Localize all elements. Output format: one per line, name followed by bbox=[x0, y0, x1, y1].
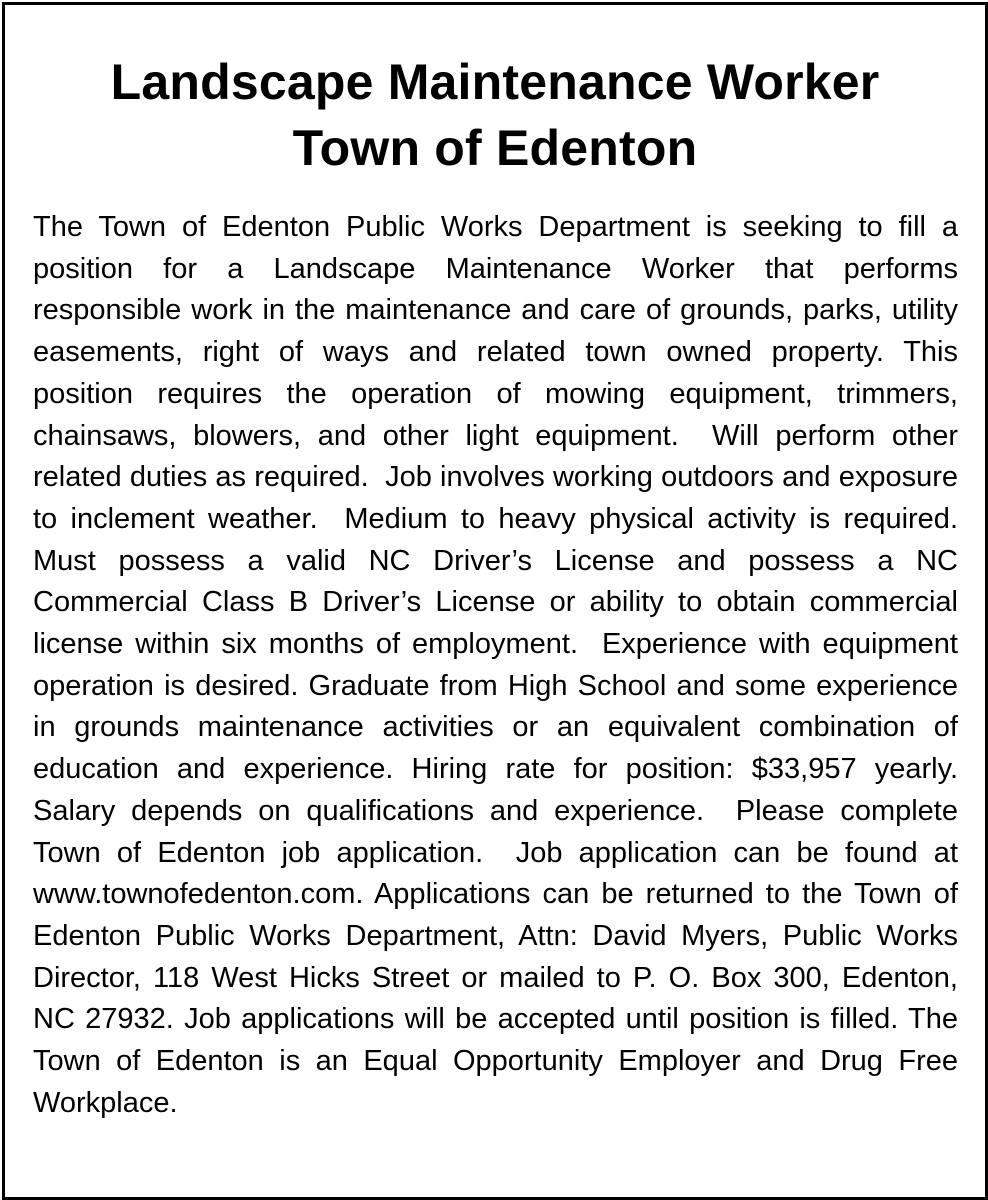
job-ad-frame bbox=[2, 2, 988, 1200]
ad-title: Landscape Maintenance Worker bbox=[110, 54, 880, 110]
ad-subtitle: Town of Edenton bbox=[292, 120, 698, 176]
ad-body-text: The Town of Edenton Public Works Department is seeking to fill a position for a Landscape Maintenance Worker that performs responsible work in the maintenance and care of grounds, parks, utility easements, right of ways and related town owned property. This position requires the operation of mowing equipment, trimmers, chainsaws, blowers, and other light equipment. Will perform other related duties as required. Job involves working outdoors and exposure to inclement weather. Medium to heavy physical activity is required. Must possess a valid NC Driver’s License and possess a NC Commercial Class B Driver’s License or ability to obtain commercial license within six months of employment. Experience with equipment operation is desired. Graduate from High School and some experience in grounds maintenance activities or an equivalent combination of education and experience. Hiring rate for position: $33,957 yearly. Salary depends on qualifications and experience. Please complete Town of Edenton job application. Job application can be found at www.townofedenton.com. Applications can be returned to the Town of Edenton Public Works Department, Attn: David Myers, Public Works Director, 118 West Hicks Street or mailed to P. O. Box 300, Edenton, NC 27932. Job applications will be accepted until position is filled. The Town of Edenton is an Equal Opportunity Employer and Drug Free Workplace. bbox=[33, 211, 983, 1119]
ad-header bbox=[5, 49, 985, 181]
